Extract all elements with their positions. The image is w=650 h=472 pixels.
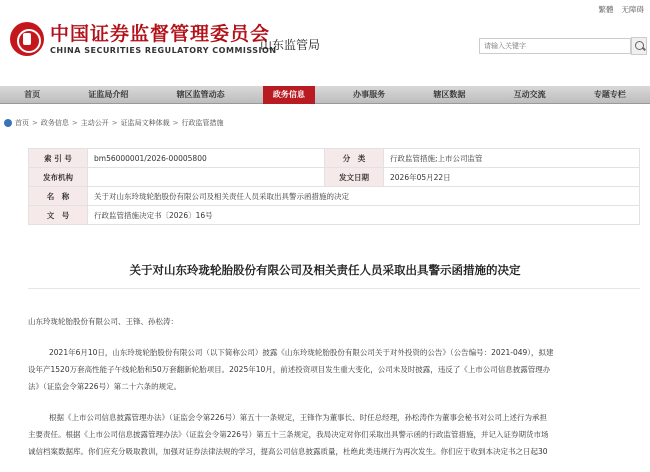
issuer-label: 发布机构 [29, 168, 88, 187]
breadcrumb-separator: > [172, 119, 179, 127]
traditional-chinese-link[interactable]: 繁體 [598, 5, 614, 14]
nav-item-interaction[interactable]: 互动交流 [513, 89, 546, 99]
breadcrumb [4, 118, 224, 128]
bureau-name: 山东监管局 [260, 38, 321, 52]
nav-item-topics[interactable]: 专题专栏 [593, 89, 626, 99]
breadcrumb-item[interactable]: 首页 [15, 119, 29, 127]
utility-links [599, 4, 645, 15]
issuer-value [88, 168, 325, 187]
meta-row [29, 206, 640, 225]
breadcrumb-item[interactable]: 政务信息 [40, 119, 69, 127]
breadcrumb-separator: > [111, 119, 118, 127]
name-label: 名 称 [29, 187, 88, 206]
paragraph-line: 2021年6月10日，山东玲珑轮胎股份有限公司（以下简称公司）披露《山东玲珑轮胎股份有限公司关于对外投资的公告》（公告编号：2021-049），拟建 [49, 348, 554, 357]
breadcrumb-item[interactable]: 证监局文种体裁 [120, 119, 170, 127]
meta-row [29, 187, 640, 206]
nav-item-regulatory-news[interactable]: 辖区监管动态 [176, 89, 225, 99]
meta-row [29, 168, 640, 187]
paragraph-line: 主要责任。根据《上市公司信息披露管理办法》（证监会令第226号）第五十三条规定，我局决定对你们采取出具警示函的行政监管措施，并记入证券期货市场 [28, 430, 549, 439]
site-header [0, 0, 650, 86]
breadcrumb-separator: > [32, 119, 38, 127]
site-logo[interactable] [10, 22, 277, 56]
main-nav [0, 86, 650, 104]
breadcrumb-separator: > [71, 119, 78, 127]
nav-item-data[interactable]: 辖区数据 [433, 89, 466, 99]
divider [28, 288, 640, 289]
breadcrumb-item[interactable]: 主动公开 [80, 119, 109, 127]
category-label: 分 类 [325, 149, 384, 168]
document-title: 关于对山东玲珑轮胎股份有限公司及相关责任人员采取出具警示函措施的决定 [129, 263, 521, 277]
meta-row [29, 149, 640, 168]
docno-label: 文 号 [29, 206, 88, 225]
accessibility-link[interactable]: 无障碍 [621, 5, 644, 14]
brand-name-en: CHINA SECURITIES REGULATORY COMMISSION [50, 46, 277, 55]
docno-value: 行政监管措施决定书〔2026〕16号 [88, 206, 640, 225]
nav-item-services[interactable]: 办事服务 [353, 89, 386, 99]
paragraph-line: 诚信档案数据库。你们应充分吸取教训，加强对证券法律法规的学习，提高公司信息披露质量，杜绝此类违规行为再次发生。你们应于收到本决定书之日起30 [28, 447, 548, 456]
date-label: 发文日期 [325, 168, 384, 187]
nav-item-government-info[interactable]: 政务信息 [263, 86, 315, 104]
paragraph-line: 法》（证监会令第226号）第二十六条的规定。 [28, 382, 182, 391]
index-label: 索 引 号 [29, 149, 88, 168]
name-value: 关于对山东玲珑轮胎股份有限公司及相关责任人员采取出具警示函措施的决定 [88, 187, 640, 206]
index-value: bm56000001/2026-00005800 [88, 149, 325, 168]
search-input[interactable] [480, 39, 612, 53]
csrc-emblem-icon [10, 22, 44, 56]
nav-item-home[interactable]: 首页 [24, 89, 41, 99]
document-meta-table [28, 148, 640, 225]
breadcrumb-item[interactable]: 行政监管措施 [181, 119, 224, 127]
location-icon [4, 119, 12, 127]
search-box [479, 38, 631, 54]
nav-item-about[interactable]: 证监局介绍 [88, 89, 129, 99]
date-value: 2026年05月22日 [384, 168, 640, 187]
search-icon[interactable] [631, 37, 647, 55]
addressee: 山东玲珑轮胎股份有限公司、王锋、孙松涛： [28, 317, 178, 326]
paragraph-line: 根据《上市公司信息披露管理办法》（证监会令第226号）第五十一条规定，王锋作为董事长、时任总经理，孙松涛作为董事会秘书对公司上述行为承担 [49, 413, 548, 422]
category-value: 行政监管措施;上市公司监管 [384, 149, 640, 168]
paragraph-line: 设年产1520万套高性能子午线轮胎和50万套翻新轮胎项目。2025年10月，前述投资项目发生重大变化，公司未及时披露，违反了《上市公司信息披露管理办 [28, 365, 551, 374]
brand-name-cn: 中国证券监督管理委员会 [50, 23, 271, 45]
